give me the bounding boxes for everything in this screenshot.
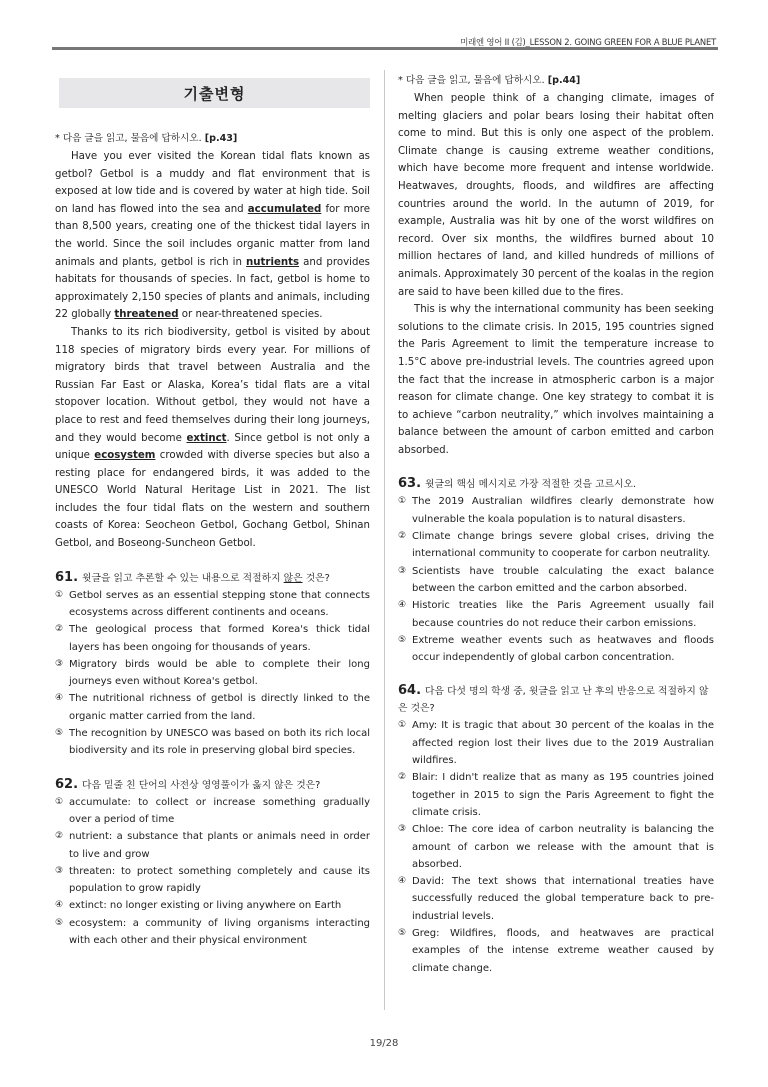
question-stem: 윗글의 핵심 메시지로 가장 적절한 것을 고르시오.: [425, 479, 637, 491]
answer-option[interactable]: [398, 597, 714, 632]
option-text: Amy: It is tragic that about 30 percent of the koalas in the affected region lost their lives due to the 2019 Australian wildfires.: [412, 720, 714, 767]
option-marker: ②: [55, 624, 64, 635]
page-reference: [p.44]: [547, 75, 581, 86]
text-run: . Since getbol is not only a unique: [55, 432, 370, 462]
header-rule: [52, 47, 718, 50]
passage-paragraph: When people think of a changing climate, images of melting glaciers and polar bears losing their habitat often come to mind. But this is only one aspect of the problem. Climate change is causing extreme weather conditions, which have become more frequent and intense worldwide. Heatwaves, droughts, floods, and wildfires are affecting countries around the world. In the autumn of 2019, for example, Australia was hit by one of the worst wildfires on record. Over six months, the wildfires burned about 10 million hectares of land, and killed hundreds of millions of animals. Approximately 30 percent of the koalas in the region are said to have been killed due to the fires.: [398, 93, 714, 298]
answer-option[interactable]: [398, 769, 714, 821]
option-marker: ⑤: [398, 634, 407, 645]
answer-option[interactable]: [55, 863, 370, 898]
answer-option[interactable]: [398, 632, 714, 667]
answer-option[interactable]: [55, 915, 370, 950]
option-marker: ②: [55, 831, 64, 842]
instruction-text: * 다음 글을 읽고, 물음에 답하시오.: [398, 75, 545, 86]
question-64: [398, 682, 714, 717]
answer-option[interactable]: [55, 794, 370, 829]
keyword-ecosystem: ecosystem: [94, 450, 156, 462]
question-61: [55, 569, 370, 587]
option-text: Chloe: The core idea of carbon neutrality is balancing the amount of carbon we release with the amount that is absorbed.: [412, 824, 714, 870]
keyword-accumulated: accumulated: [247, 203, 322, 215]
answer-option[interactable]: [55, 828, 370, 863]
option-marker: ①: [55, 796, 64, 807]
page-reference: [p.43]: [204, 133, 238, 144]
option-marker: ①: [398, 720, 407, 731]
right-column: [398, 72, 714, 977]
answer-option[interactable]: [55, 621, 370, 656]
answer-option[interactable]: [398, 563, 714, 598]
passage-paragraph: This is why the international community has been seeking solutions to the climate crisis. In 2015, 195 countries signed the Paris Agreement to limit the temperature increase to 1.5°C above pre-industrial levels. The countries agreed upon the fact that the increase in atmospheric carbon is a major reason for climate change. One key strategy to combat it is to achieve “carbon neutrality,” which involves maintaining a balance between the amount of carbon emitted and carbon absorbed.: [398, 304, 714, 456]
text-run: for more than 8,500 years, creating one of the thickest tidal layers in the world. Since the soil includes organic matter from land animals and plants, getbol is rich in: [55, 203, 370, 268]
option-marker: ②: [398, 531, 407, 542]
option-text: accumulate: to collect or increase something gradually over a period of time: [69, 796, 370, 825]
question-number: 64.: [398, 683, 422, 699]
passage-instruction: [398, 72, 714, 89]
option-text: Scientists have trouble calculating the exact balance between the carbon emitted and the carbon absorbed.: [412, 565, 714, 594]
text-run: or near-threatened species.: [178, 309, 323, 321]
option-marker: ③: [398, 824, 407, 835]
passage-paragraph: [55, 148, 370, 324]
question-63: [398, 475, 714, 493]
page-number: 19/28: [369, 1038, 399, 1049]
option-marker: ③: [55, 658, 64, 669]
question-number: 63.: [398, 476, 422, 492]
text-run: and provides habitats for thousands of species. In fact, getbol is home to approximately 2,150 species of plants and animals, including 22 globally: [55, 256, 370, 321]
text-run: Thanks to its rich biodiversity, getbol is visited by about 118 species of migratory birds every year. For millions of migratory birds that travel between Australia and the Russian Far East or Alaska, Korea’s tidal flats are a vital stopover location. Without getbol, they would not have a place to rest and feed themselves during their long journeys, and they would become: [55, 326, 370, 444]
option-text: David: The text shows that international treaties have successfully reduced the global temperature back to pre-industrial levels.: [412, 876, 714, 922]
keyword-threatened: threatened: [114, 309, 179, 321]
option-text: Greg: Wildfires, floods, and heatwaves are practical examples of the intense extreme weather caused by climate change.: [412, 928, 714, 974]
answer-options: [55, 794, 370, 950]
answer-option[interactable]: [398, 873, 714, 925]
option-text: The recognition by UNESCO was based on both its rich local biodiversity and its role in preserving global bird species.: [69, 728, 370, 757]
passage-instruction: [55, 130, 370, 147]
option-text: extinct: no longer existing or living anywhere on Earth: [69, 900, 342, 912]
passage-paragraph: [55, 324, 370, 553]
option-text: The 2019 Australian wildfires clearly demonstrate how vulnerable the koala population is to natural disasters.: [412, 496, 714, 525]
keyword-extinct: extinct: [186, 432, 227, 444]
question-number: 61.: [55, 569, 79, 585]
left-column: [55, 72, 370, 949]
column-divider: [384, 70, 385, 1010]
option-marker: ①: [55, 589, 64, 600]
option-marker: ①: [398, 496, 407, 507]
option-marker: ③: [398, 565, 407, 576]
running-header: 미래엔 영어 II (김)_LESSON 2. GOING GREEN FOR A BLUE PLANET: [460, 37, 716, 47]
option-marker: ④: [398, 600, 407, 611]
option-marker: ④: [55, 693, 64, 704]
keyword-nutrients: nutrients: [246, 256, 300, 268]
answer-option[interactable]: [55, 690, 370, 725]
option-marker: ④: [55, 900, 64, 911]
question-stem-underlined: 않은: [283, 572, 303, 584]
answer-options: [398, 493, 714, 666]
answer-option[interactable]: [398, 925, 714, 977]
option-text: nutrient: a substance that plants or animals need in order to live and grow: [69, 831, 370, 860]
question-stem: 것은?: [302, 572, 330, 584]
question-stem: 윗글을 읽고 추론할 수 있는 내용으로 적절하지: [82, 572, 284, 584]
option-marker: ⑤: [55, 728, 64, 739]
option-text: The nutritional richness of getbol is directly linked to the organic matter carried from the land.: [69, 693, 370, 722]
option-marker: ⑤: [55, 917, 64, 928]
option-text: Getbol serves as an essential stepping stone that connects ecosystems across different continents and oceans.: [69, 589, 370, 618]
answer-option[interactable]: [55, 725, 370, 760]
text-run: Have you ever visited the Korean tidal flats known as getbol? Getbol is a muddy and flat environment that is exposed at low tide and is covered by water at high tide. Soil on land has flowed into the sea and: [55, 151, 370, 215]
option-text: ecosystem: a community of living organisms interacting with each other and their physical environment: [69, 917, 370, 946]
option-text: The geological process that formed Korea's thick tidal layers has been ongoing for thousands of years.: [69, 624, 370, 653]
option-text: threaten: to protect something completely and cause its population to grow rapidly: [69, 865, 370, 895]
option-text: Climate change brings severe global crises, driving the international community to cooperate for carbon neutrality.: [412, 531, 714, 560]
option-text: Extreme weather events such as heatwaves and floods occur independently of global carbon concentration.: [412, 634, 714, 664]
text-run: crowded with diverse species but also a resting place for endangered birds, it was added to the UNESCO World Natural Heritage List in 2021. The list includes the four tidal flats on the western and southern coasts of Korea: Seocheon Getbol, Gochang Getbol, Shinan Getbol, and Boseong-Suncheon Getbol.: [55, 450, 370, 550]
option-text: Blair: I didn't realize that as many as 195 countries joined together in 2015 to sign the Paris Agreement to fight the climate crisis.: [412, 772, 714, 818]
option-marker: ⑤: [398, 928, 407, 938]
question-stem: 다음 다섯 명의 학생 중, 윗글을 읽고 난 후의 반응으로 적절하지 않은 것은?: [398, 686, 709, 715]
answer-option[interactable]: [398, 717, 714, 769]
answer-option[interactable]: [55, 587, 370, 622]
question-number: 62.: [55, 776, 79, 792]
option-marker: ②: [398, 772, 407, 783]
answer-option[interactable]: [398, 528, 714, 563]
option-marker: ③: [55, 865, 64, 876]
answer-option[interactable]: [55, 656, 370, 691]
answer-options: [55, 587, 370, 760]
question-stem: 다음 밑줄 친 단어의 사전상 영영풀이가 옳지 않은 것은?: [82, 779, 321, 791]
section-title: 기출변형: [59, 78, 370, 108]
answer-option[interactable]: [55, 897, 370, 914]
option-text: Historic treaties like the Paris Agreement usually fail because countries do not reduce their carbon emissions.: [412, 600, 714, 629]
question-62: [55, 776, 370, 794]
answer-option[interactable]: [398, 821, 714, 873]
answer-option[interactable]: [398, 493, 714, 528]
option-text: Migratory birds would be able to complete their long journeys even without Korea's getbol.: [69, 658, 370, 688]
answer-options: [398, 717, 714, 976]
instruction-text: * 다음 글을 읽고, 물음에 답하시오.: [55, 133, 202, 144]
option-marker: ④: [398, 876, 407, 887]
